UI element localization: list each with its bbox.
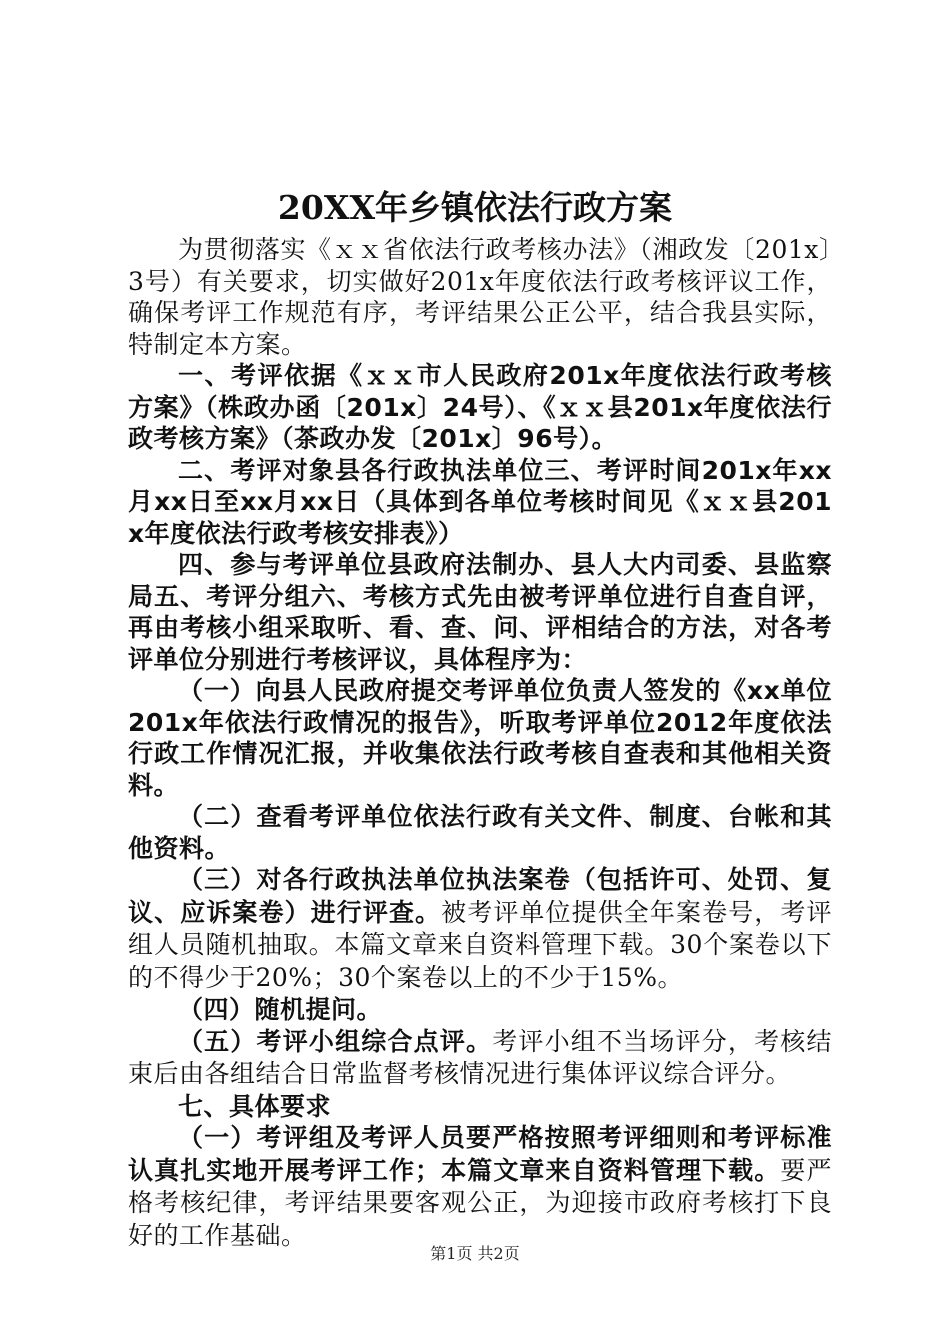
procedure-three-paragraph: [128, 864, 832, 994]
procedure-two-paragraph: （二）查看考评单位依法行政有关文件、制度、台帐和其他资料。: [128, 802, 832, 863]
procedure-five-lead: （五）考评小组综合点评。: [178, 1026, 493, 1056]
procedure-one-paragraph: （一）向县人民政府提交考评单位负责人签发的《xx单位201x年依法行政情况的报告》，听取考评单位2012年度依法行政工作情况汇报，并收集依法行政考核自查表和其他相关资料。: [128, 676, 832, 800]
document-title: 20XX年乡镇依法行政方案: [277, 188, 673, 227]
requirement-one-detail: 要严格考核纪律，考评结果要客观公正，为迎接市政府考核打下良好的工作基础。: [128, 1155, 832, 1250]
section-target-time-paragraph: 二、考评对象县各行政执法单位三、考评时间201x年xx月xx日至xx月xx日（具体到各单位考核时间见《ｘｘ县201x年度依法行政考核安排表》）: [128, 455, 832, 548]
document-body: [128, 234, 832, 1252]
procedure-three-lead: （三）对各行政执法单位执法案卷（包括许可、处罚、复议、应诉案卷）进行评查。: [128, 865, 832, 927]
procedure-five-paragraph: [128, 1026, 832, 1091]
requirement-one-lead: （一）考评组及考评人员要严格按照考评细则和考评标准认真扎实地开展考评工作；本篇文章来自资料管理下载。: [128, 1123, 832, 1185]
section-requirements-heading: 七、具体要求: [178, 1091, 332, 1121]
procedure-five-detail: 考评小组不当场评分，考核结束后由各组结合日常监督考核情况进行集体评议综合评分。: [128, 1026, 832, 1088]
procedure-three-detail: 被考评单位提供全年案卷号，考评组人员随机抽取。本篇文章来自资料管理下载。30个案卷以下的不得少于20%；30个案卷以上的不少于15%。: [128, 897, 832, 992]
page-number-footer: 第1页 共2页: [430, 1244, 520, 1263]
procedure-four-paragraph: （四）随机提问。: [178, 995, 383, 1024]
section-participants-method-paragraph: 四、参与考评单位县政府法制办、县人大内司委、县监察局五、考评分组六、考核方式先由被考评单位进行自查自评，再由考核小组采取听、看、查、问、评相结合的方法，对各考评单位分别进行考核评议，具体程序为：: [128, 550, 832, 674]
requirement-one-paragraph: [128, 1122, 832, 1252]
intro-paragraph: 为贯彻落实《ｘｘ省依法行政考核办法》（湘政发〔201x〕3号）有关要求，切实做好201x年度依法行政考核评议工作，确保考评工作规范有序，考评结果公正公平，结合我县实际，特制定本方案。: [128, 235, 832, 359]
section-basis-paragraph: 一、考评依据《ｘｘ市人民政府201x年度依法行政考核方案》（株政办函〔201x〕24号）、《ｘｘ县201x年度依法行政考核方案》（茶政办发〔201x〕96号）。: [128, 361, 832, 453]
